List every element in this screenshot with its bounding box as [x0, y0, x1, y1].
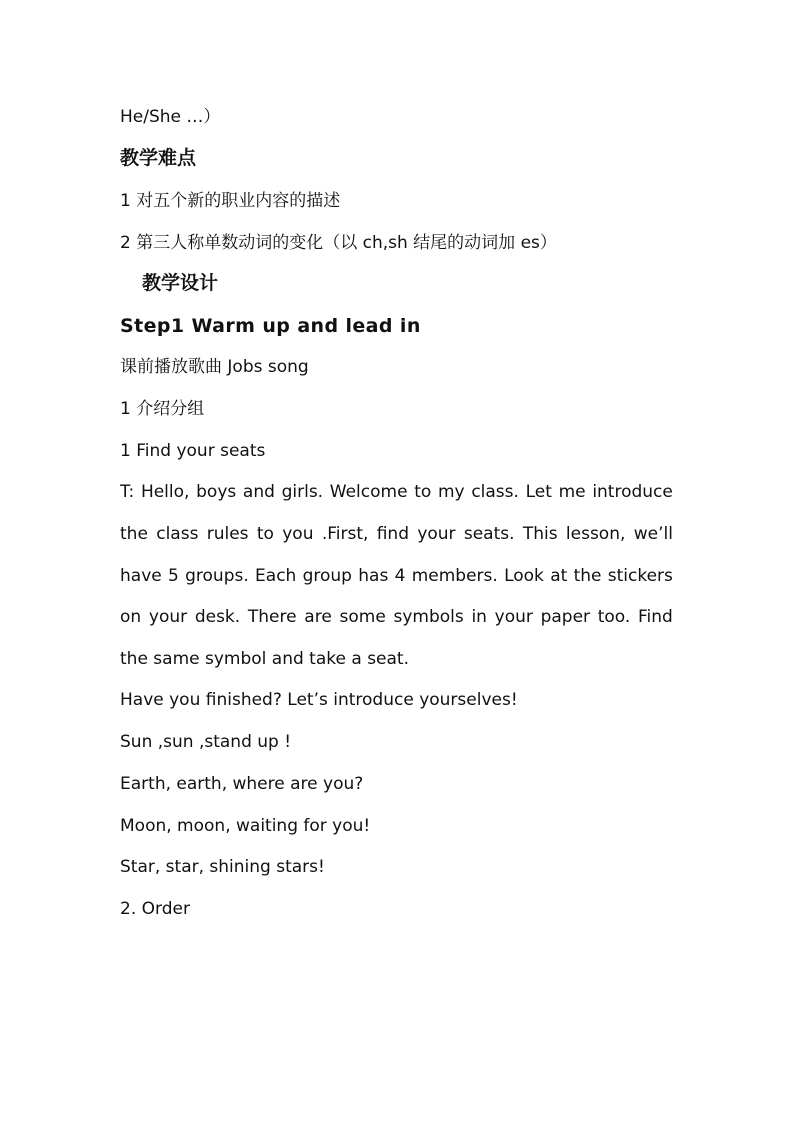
section-heading-difficulties: 教学难点 [120, 147, 197, 169]
list-item: 1 Find your seats [120, 441, 266, 461]
paragraph-line [120, 565, 673, 587]
word: me [558, 482, 586, 502]
word: on [120, 607, 142, 627]
word: rules [206, 524, 249, 544]
word: There [247, 607, 297, 627]
word: .First, [321, 524, 369, 544]
word: Find [638, 607, 673, 627]
word: class [156, 524, 199, 544]
word: Let [525, 482, 552, 502]
word: 4 [394, 566, 406, 586]
text-line: Star, star, shining stars! [120, 857, 325, 877]
step-heading: Step1 Warm up and lead in [120, 315, 421, 337]
word: your [148, 607, 188, 627]
word: boys [196, 482, 237, 502]
word: my [438, 482, 465, 502]
word: your [417, 524, 456, 544]
word: paper [540, 607, 591, 627]
word: stickers [607, 566, 673, 586]
paragraph-line [120, 481, 673, 503]
word: groups. [185, 566, 249, 586]
word: and [242, 482, 275, 502]
word: to [256, 524, 274, 544]
word: have [120, 566, 162, 586]
word: class. [471, 482, 519, 502]
word: your [494, 607, 533, 627]
list-item: 2 第三人称单数动词的变化（以 ch,sh 结尾的动词加 es） [120, 233, 557, 253]
word: lesson, [565, 524, 626, 544]
text-line: 课前播放歌曲 Jobs song [120, 357, 309, 377]
text-line: Moon, moon, waiting for you! [120, 816, 371, 836]
word: seats. [463, 524, 515, 544]
word: T: [120, 482, 135, 502]
word: to [414, 482, 432, 502]
text-line: Earth, earth, where are you? [120, 774, 364, 794]
word: some [339, 607, 386, 627]
text-line: He/She …） [120, 107, 221, 127]
word: Welcome [329, 482, 408, 502]
paragraph-line [120, 606, 673, 628]
word: desk. [194, 607, 241, 627]
word: at [550, 566, 568, 586]
word: group [302, 566, 352, 586]
word: in [471, 607, 487, 627]
word: Look [504, 566, 544, 586]
word: too. [597, 607, 631, 627]
list-item: 2. Order [120, 899, 190, 919]
word: Each [255, 566, 297, 586]
word: 5 [168, 566, 179, 586]
text-line: Have you finished? Let’s introduce yourselves! [120, 690, 518, 710]
word: Hello, [140, 482, 190, 502]
list-item: 1 对五个新的职业内容的描述 [120, 191, 341, 211]
word: you [282, 524, 314, 544]
list-item: 1 介绍分组 [120, 399, 205, 419]
word: the [573, 566, 602, 586]
word: the [120, 524, 148, 544]
word: we’ll [633, 524, 673, 544]
paragraph-line: the same symbol and take a seat. [120, 649, 409, 669]
word: symbols [393, 607, 464, 627]
word: introduce [592, 482, 673, 502]
word: members. [411, 566, 498, 586]
word: are [304, 607, 332, 627]
section-heading-design: 教学设计 [142, 272, 219, 294]
word: girls. [281, 482, 324, 502]
word: This [522, 524, 558, 544]
text-line: Sun ,sun ,stand up ! [120, 732, 292, 752]
word: has [358, 566, 389, 586]
paragraph-line [120, 523, 673, 545]
word: find [376, 524, 409, 544]
